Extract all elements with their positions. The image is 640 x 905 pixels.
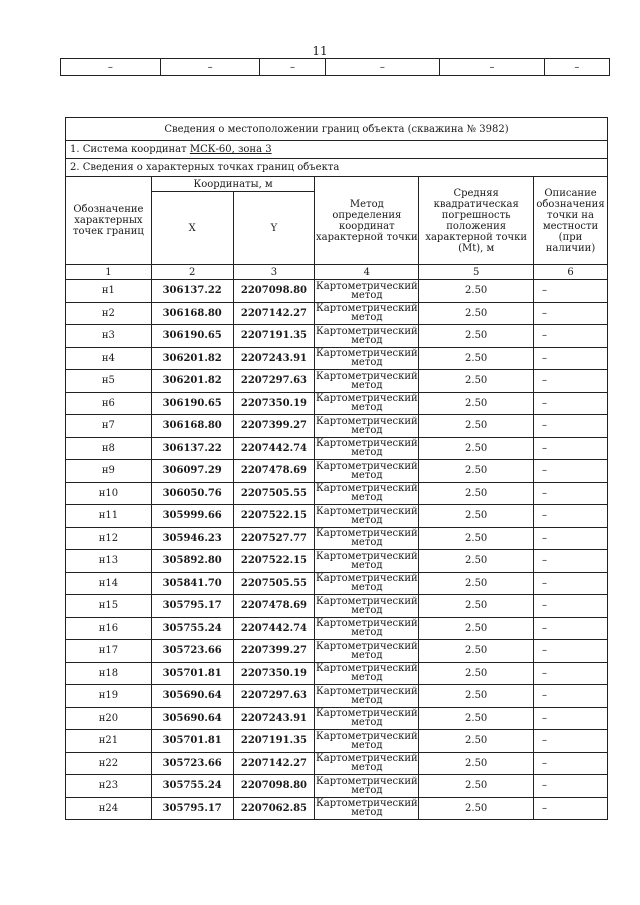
coordinate-system-name: МСК-60, зона 3 xyxy=(189,144,272,155)
point-id: н8 xyxy=(66,437,152,460)
coord-x: 305795.17 xyxy=(151,595,233,618)
description: – xyxy=(534,550,608,573)
coord-x: 306190.65 xyxy=(151,392,233,415)
description: – xyxy=(534,460,608,483)
section-title: Сведения о местоположении границ объекта (скважина № 3982) xyxy=(66,118,608,141)
coord-x: 305755.24 xyxy=(151,775,233,798)
point-id: н11 xyxy=(66,505,152,528)
continuation-cell: – xyxy=(544,59,609,76)
table-row xyxy=(66,797,608,820)
coord-x: 305755.24 xyxy=(151,617,233,640)
header-method: Метод определения координат характерной точки xyxy=(315,177,419,265)
mean-error: 2.50 xyxy=(419,505,534,528)
description: – xyxy=(534,437,608,460)
method: Картометрический метод xyxy=(316,415,418,436)
description: – xyxy=(534,797,608,820)
mean-error: 2.50 xyxy=(419,460,534,483)
method: Картометрический метод xyxy=(316,685,418,706)
header-description: Описание обозначения точки на местности (при наличии) xyxy=(534,177,608,265)
table-row xyxy=(66,662,608,685)
point-id: н1 xyxy=(66,280,152,303)
coord-y: 2207442.74 xyxy=(233,437,315,460)
coord-y: 2207399.27 xyxy=(233,415,315,438)
table-row xyxy=(66,280,608,303)
table-row xyxy=(66,550,608,573)
coord-x: 305723.66 xyxy=(151,752,233,775)
table-row xyxy=(66,437,608,460)
coord-x: 305795.17 xyxy=(151,797,233,820)
point-id: н2 xyxy=(66,302,152,325)
mean-error: 2.50 xyxy=(419,347,534,370)
coord-y: 2207297.63 xyxy=(233,685,315,708)
method: Картометрический метод xyxy=(316,595,418,616)
method: Картометрический метод xyxy=(316,483,418,504)
table-row xyxy=(66,460,608,483)
method: Картометрический метод xyxy=(316,708,418,729)
coord-y: 2207399.27 xyxy=(233,640,315,663)
continuation-cell: – xyxy=(61,59,161,76)
mean-error: 2.50 xyxy=(419,595,534,618)
method: Картометрический метод xyxy=(316,550,418,571)
mean-error: 2.50 xyxy=(419,482,534,505)
coord-x: 306137.22 xyxy=(151,437,233,460)
coord-x: 306097.29 xyxy=(151,460,233,483)
coord-y: 2207522.15 xyxy=(233,550,315,573)
point-id: н17 xyxy=(66,640,152,663)
description: – xyxy=(534,595,608,618)
coord-y: 2207478.69 xyxy=(233,595,315,618)
mean-error: 2.50 xyxy=(419,730,534,753)
coord-x: 305999.66 xyxy=(151,505,233,528)
continuation-cell: – xyxy=(440,59,545,76)
coord-y: 2207442.74 xyxy=(233,617,315,640)
method: Картометрический метод xyxy=(316,505,418,526)
mean-error: 2.50 xyxy=(419,685,534,708)
coord-y: 2207243.91 xyxy=(233,347,315,370)
description: – xyxy=(534,415,608,438)
mean-error: 2.50 xyxy=(419,302,534,325)
description: – xyxy=(534,347,608,370)
mean-error: 2.50 xyxy=(419,437,534,460)
table-row xyxy=(66,302,608,325)
header-error: Средняя квадратическая погрешность положения характерной точки (Mt), м xyxy=(419,177,534,265)
method: Картометрический метод xyxy=(316,438,418,459)
description: – xyxy=(534,685,608,708)
page-number: 11 xyxy=(312,44,328,58)
coord-x: 305690.64 xyxy=(151,685,233,708)
coord-x: 305841.70 xyxy=(151,572,233,595)
method: Картометрический метод xyxy=(316,325,418,346)
coord-y: 2207297.63 xyxy=(233,370,315,393)
method: Картометрический метод xyxy=(316,280,418,301)
description: – xyxy=(534,370,608,393)
method: Картометрический метод xyxy=(316,348,418,369)
method: Картометрический метод xyxy=(316,798,418,819)
description: – xyxy=(534,730,608,753)
description: – xyxy=(534,662,608,685)
table-row xyxy=(66,595,608,618)
mean-error: 2.50 xyxy=(419,640,534,663)
mean-error: 2.50 xyxy=(419,527,534,550)
table-row xyxy=(66,640,608,663)
point-id: н14 xyxy=(66,572,152,595)
coord-x: 305701.81 xyxy=(151,662,233,685)
coordinate-system xyxy=(66,141,608,159)
header-x: X xyxy=(151,192,233,265)
column-number: 4 xyxy=(315,265,419,280)
coord-y: 2207527.77 xyxy=(233,527,315,550)
continuation-cell: – xyxy=(325,59,440,76)
description: – xyxy=(534,640,608,663)
coord-y: 2207505.55 xyxy=(233,482,315,505)
coord-x: 305701.81 xyxy=(151,730,233,753)
mean-error: 2.50 xyxy=(419,775,534,798)
coord-y: 2207062.85 xyxy=(233,797,315,820)
point-id: н4 xyxy=(66,347,152,370)
mean-error: 2.50 xyxy=(419,415,534,438)
method: Картометрический метод xyxy=(316,730,418,751)
coord-y: 2207522.15 xyxy=(233,505,315,528)
table-row xyxy=(66,325,608,348)
coord-y: 2207142.27 xyxy=(233,752,315,775)
coord-x: 306190.65 xyxy=(151,325,233,348)
mean-error: 2.50 xyxy=(419,550,534,573)
boundary-points-table xyxy=(65,117,608,820)
coord-y: 2207142.27 xyxy=(233,302,315,325)
table-row xyxy=(66,617,608,640)
description: – xyxy=(534,302,608,325)
method: Картометрический метод xyxy=(316,460,418,481)
method: Картометрический метод xyxy=(316,370,418,391)
coord-y: 2207505.55 xyxy=(233,572,315,595)
points-body xyxy=(66,280,608,820)
points-title: 2. Сведения о характерных точках границ объекта xyxy=(66,159,608,177)
mean-error: 2.50 xyxy=(419,707,534,730)
point-id: н6 xyxy=(66,392,152,415)
mean-error: 2.50 xyxy=(419,280,534,303)
description: – xyxy=(534,572,608,595)
mean-error: 2.50 xyxy=(419,617,534,640)
column-number: 3 xyxy=(233,265,315,280)
mean-error: 2.50 xyxy=(419,370,534,393)
description: – xyxy=(534,527,608,550)
method: Картометрический метод xyxy=(316,618,418,639)
table-row xyxy=(66,392,608,415)
coord-x: 306201.82 xyxy=(151,347,233,370)
table-row xyxy=(66,347,608,370)
description: – xyxy=(534,505,608,528)
point-id: н22 xyxy=(66,752,152,775)
coord-x: 305690.64 xyxy=(151,707,233,730)
point-id: н19 xyxy=(66,685,152,708)
description: – xyxy=(534,752,608,775)
table-row xyxy=(66,685,608,708)
mean-error: 2.50 xyxy=(419,662,534,685)
table-row xyxy=(66,415,608,438)
description: – xyxy=(534,280,608,303)
coord-y: 2207098.80 xyxy=(233,280,315,303)
point-id: н24 xyxy=(66,797,152,820)
point-id: н18 xyxy=(66,662,152,685)
description: – xyxy=(534,617,608,640)
table-row xyxy=(66,775,608,798)
method: Картометрический метод xyxy=(316,640,418,661)
description: – xyxy=(534,482,608,505)
table-row xyxy=(66,572,608,595)
coord-y: 2207350.19 xyxy=(233,662,315,685)
header-designation: Обозначение характерных точек границ xyxy=(66,177,152,265)
coord-x: 306168.80 xyxy=(151,302,233,325)
mean-error: 2.50 xyxy=(419,392,534,415)
coord-x: 305723.66 xyxy=(151,640,233,663)
mean-error: 2.50 xyxy=(419,797,534,820)
point-id: н9 xyxy=(66,460,152,483)
continuation-cell: – xyxy=(260,59,325,76)
point-id: н20 xyxy=(66,707,152,730)
coord-x: 305892.80 xyxy=(151,550,233,573)
continuation-row-table xyxy=(60,58,610,76)
method: Картометрический метод xyxy=(316,573,418,594)
method: Картометрический метод xyxy=(316,528,418,549)
point-id: н12 xyxy=(66,527,152,550)
table-row xyxy=(66,527,608,550)
point-id: н7 xyxy=(66,415,152,438)
continuation-cell: – xyxy=(160,59,260,76)
point-id: н3 xyxy=(66,325,152,348)
column-number: 2 xyxy=(151,265,233,280)
coord-x: 305946.23 xyxy=(151,527,233,550)
coord-x: 306137.22 xyxy=(151,280,233,303)
coordinate-system-prefix: 1. Система координат xyxy=(70,144,190,155)
coord-y: 2207243.91 xyxy=(233,707,315,730)
coord-x: 306201.82 xyxy=(151,370,233,393)
method: Картометрический метод xyxy=(316,775,418,796)
table-row xyxy=(66,370,608,393)
coord-y: 2207098.80 xyxy=(233,775,315,798)
method: Картометрический метод xyxy=(316,753,418,774)
description: – xyxy=(534,707,608,730)
coord-x: 306050.76 xyxy=(151,482,233,505)
column-number: 5 xyxy=(419,265,534,280)
point-id: н10 xyxy=(66,482,152,505)
method: Картометрический метод xyxy=(316,393,418,414)
mean-error: 2.50 xyxy=(419,752,534,775)
point-id: н23 xyxy=(66,775,152,798)
column-number: 1 xyxy=(66,265,152,280)
table-row xyxy=(66,482,608,505)
point-id: н16 xyxy=(66,617,152,640)
point-id: н5 xyxy=(66,370,152,393)
coord-y: 2207478.69 xyxy=(233,460,315,483)
method: Картометрический метод xyxy=(316,303,418,324)
coord-y: 2207191.35 xyxy=(233,730,315,753)
mean-error: 2.50 xyxy=(419,325,534,348)
table-row xyxy=(66,730,608,753)
description: – xyxy=(534,775,608,798)
continuation-row xyxy=(61,59,610,76)
coord-y: 2207350.19 xyxy=(233,392,315,415)
point-id: н15 xyxy=(66,595,152,618)
point-id: н21 xyxy=(66,730,152,753)
mean-error: 2.50 xyxy=(419,572,534,595)
description: – xyxy=(534,392,608,415)
header-coordinates: Координаты, м xyxy=(151,177,315,192)
header-y: Y xyxy=(233,192,315,265)
table-row xyxy=(66,707,608,730)
point-id: н13 xyxy=(66,550,152,573)
method: Картометрический метод xyxy=(316,663,418,684)
coord-x: 306168.80 xyxy=(151,415,233,438)
column-number: 6 xyxy=(534,265,608,280)
table-row xyxy=(66,505,608,528)
description: – xyxy=(534,325,608,348)
table-row xyxy=(66,752,608,775)
coord-y: 2207191.35 xyxy=(233,325,315,348)
